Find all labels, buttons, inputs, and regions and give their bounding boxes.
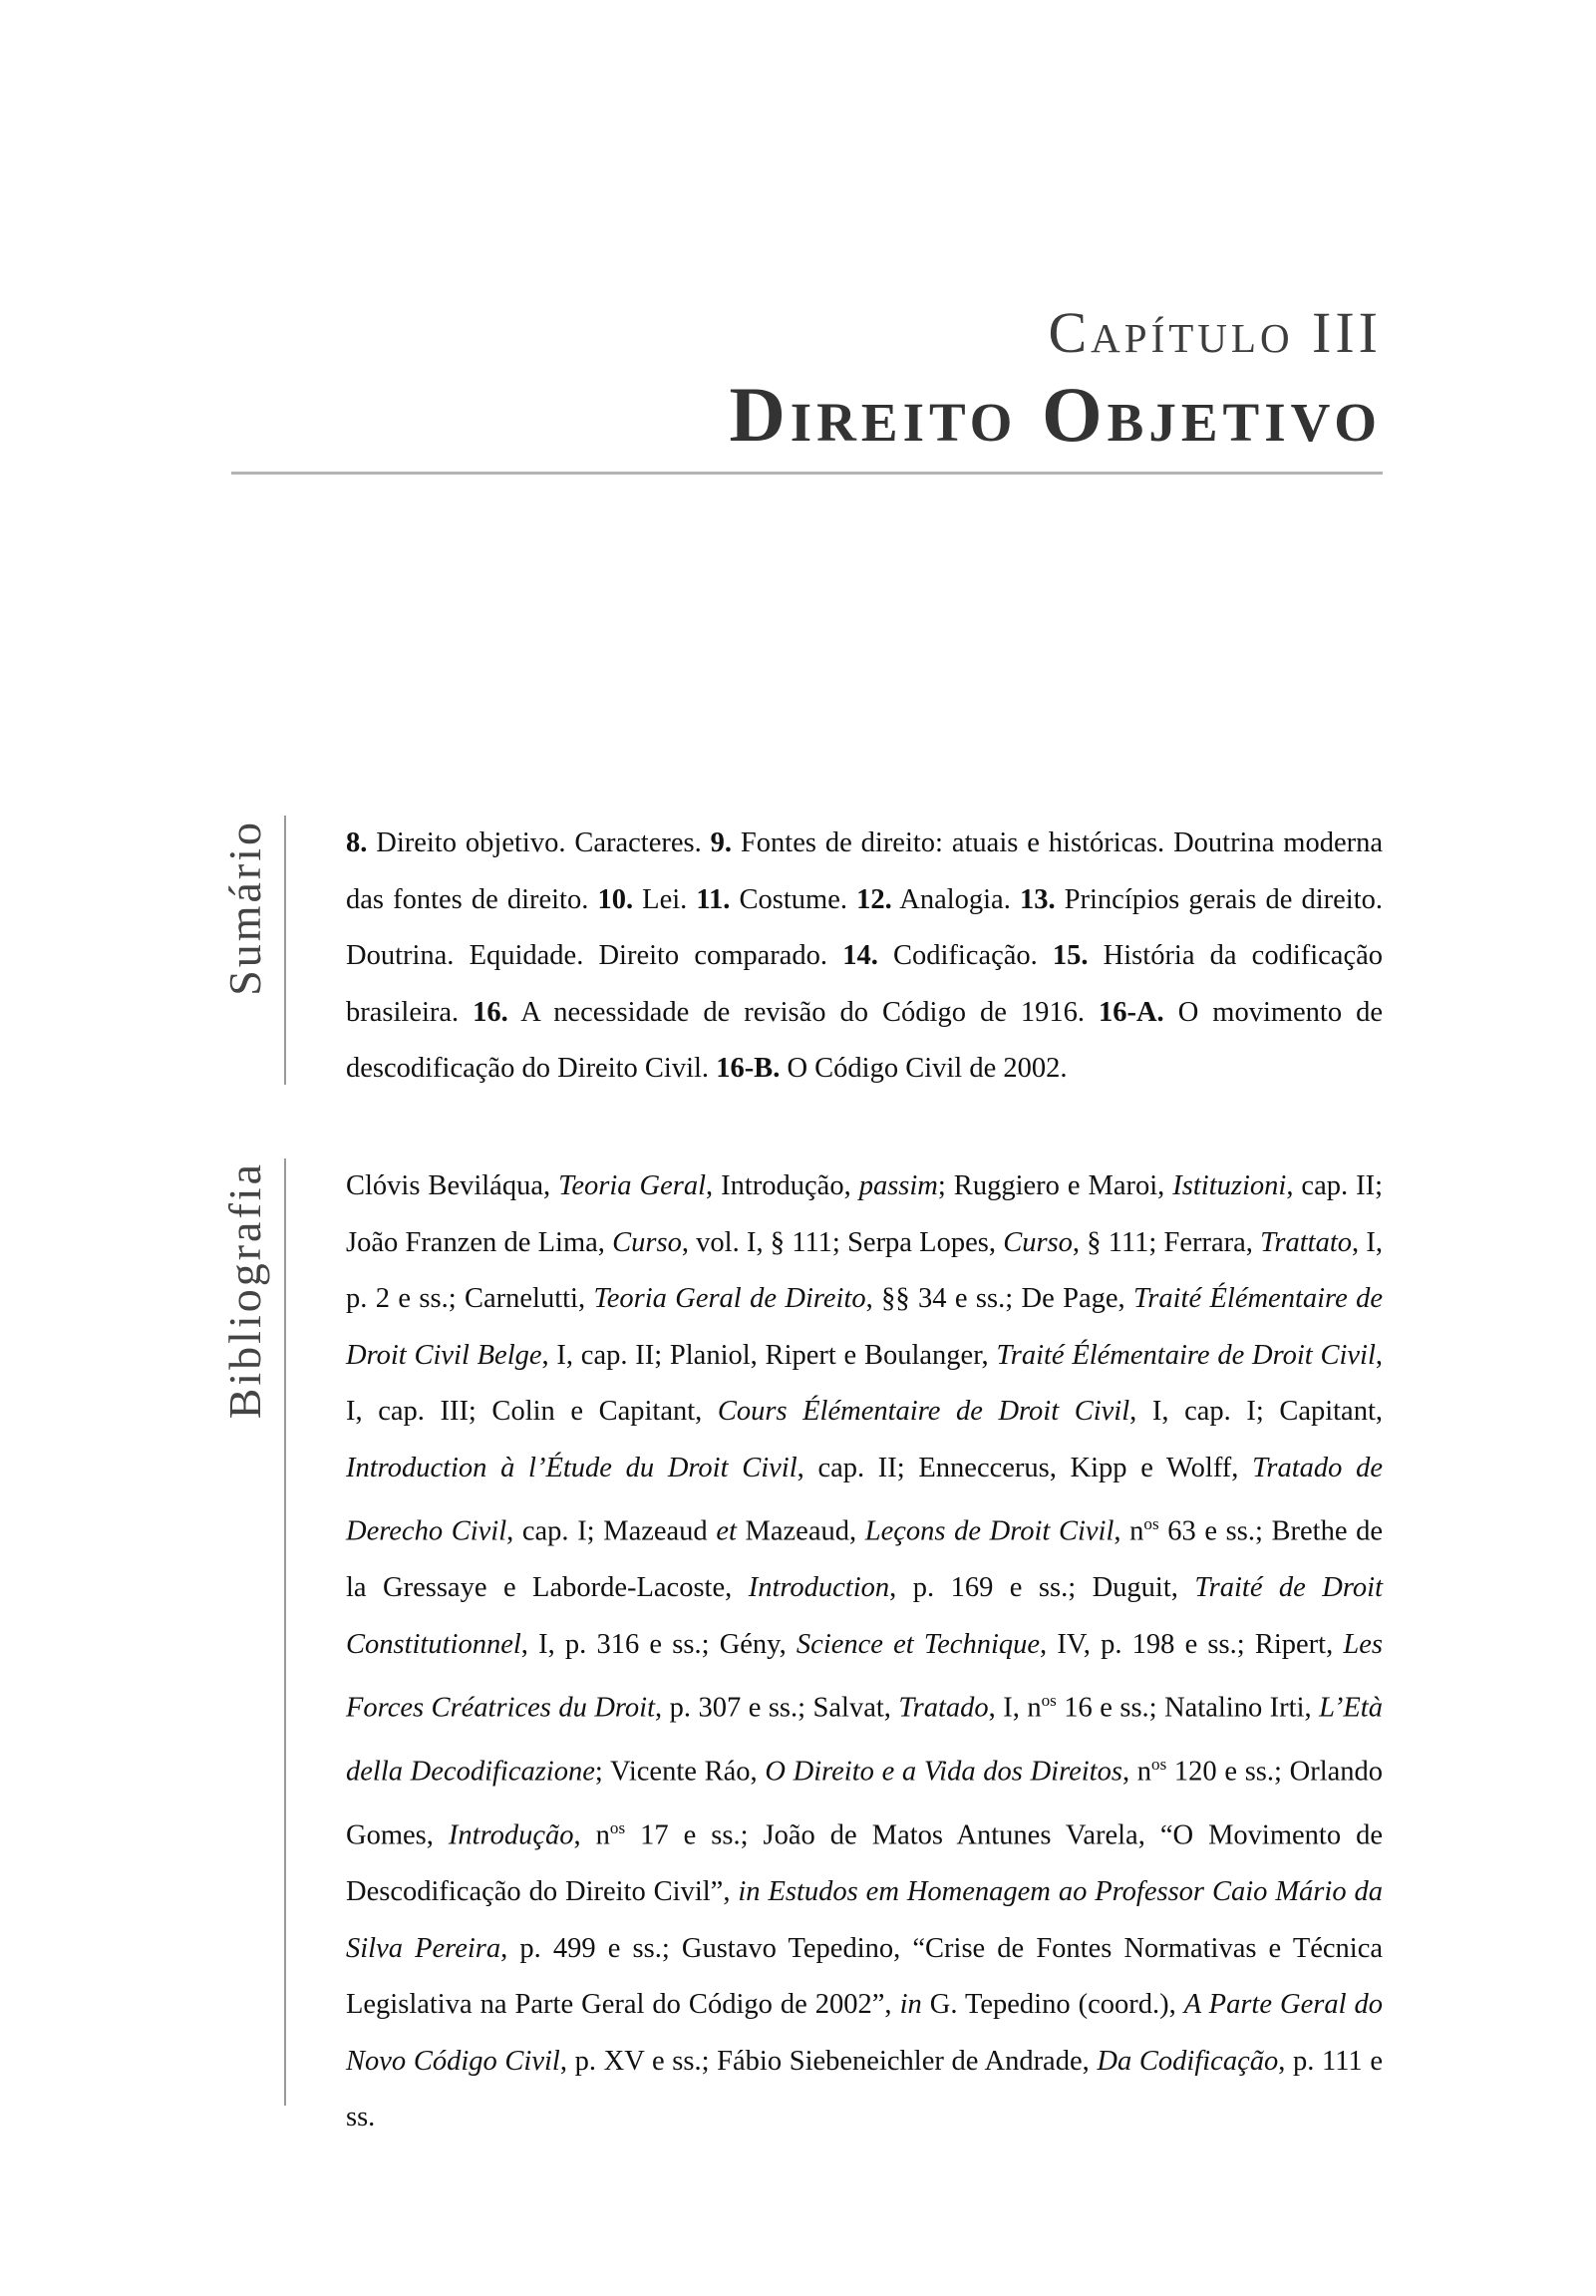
- italic-text: Trattato: [1260, 1226, 1353, 1258]
- text-run: Princípios gerais de direito. Doutrina. Equidade. Direito comparado.: [346, 883, 1383, 971]
- bibliografia-side-label: [204, 1161, 284, 1419]
- text-run: , Introdução,: [706, 1170, 859, 1201]
- text-run: A necessidade de revisão do Código de 1916.: [507, 996, 1099, 1028]
- item-number: 8.: [346, 827, 368, 858]
- sumario-side-label: [204, 820, 284, 996]
- italic-text: Introduction à l’Étude du Droit Civil: [346, 1452, 798, 1483]
- text-run: Fontes de direito: atuais e históricas. Doutrina moderna das fontes de direito.: [346, 827, 1383, 915]
- italic-text: Teoria Geral: [558, 1170, 706, 1201]
- text-run: O movimento de descodificação do Direito Civil.: [346, 996, 1383, 1084]
- sumario-text: [346, 816, 1383, 1098]
- italic-text: O Direito e a Vida dos Direitos: [765, 1756, 1122, 1788]
- text-run: , I, p. 316 e ss.; Gény,: [520, 1628, 797, 1660]
- italic-text: Tratado: [898, 1692, 989, 1724]
- italic-text: A Parte Geral do Novo Código Civil: [346, 1989, 1384, 2077]
- italic-text: Traité Élémentaire de Droit Civil Belge: [346, 1283, 1383, 1371]
- chapter-number: Capítulo III: [1048, 300, 1382, 365]
- text-run: , I, n: [988, 1692, 1042, 1724]
- item-number: 15.: [1052, 940, 1089, 971]
- italic-text: Da Codificação: [1097, 2045, 1279, 2077]
- text-run: , IV, p. 198 e ss.; Ripert,: [1040, 1628, 1344, 1660]
- text-run: 63 e ss.; Brethe de la Gressaye e Laborde-Lacoste,: [346, 1515, 1384, 1603]
- italic-text: passim: [858, 1170, 938, 1201]
- italic-text: in: [899, 1989, 922, 2020]
- text-run: 17 e ss.; João de Matos Antunes Varela, “O Movimento de Descodificação do Direito Civil”,: [346, 1819, 1384, 1907]
- italic-text: Traité de Droit Constitutionnel: [346, 1572, 1383, 1660]
- item-number: 12.: [856, 883, 892, 915]
- text-run: , p. 499 e ss.; Gustavo Tepedino, “Crise de Fontes Normativas e Técnica Legislativa na Parte Geral do Código de 2002”,: [346, 1932, 1383, 2020]
- item-number: 10.: [597, 883, 634, 915]
- bibliografia-label: Bibliografia: [218, 1161, 270, 1420]
- text-run: , §§ 34 e ss.; De Page,: [865, 1283, 1134, 1314]
- italic-text: L’Età della Decodificazione: [346, 1692, 1383, 1788]
- text-run: , vol. I, § 111; Serpa Lopes,: [681, 1226, 1004, 1258]
- superscript: os: [1143, 1514, 1159, 1533]
- text-run: , p. XV e ss.; Fábio Siebeneichler de Andrade,: [559, 2045, 1098, 2077]
- text-run: , p. 169 e ss.; Duguit,: [889, 1572, 1195, 1603]
- text-run: , n: [1114, 1515, 1144, 1547]
- text-run: O Código Civil de 2002.: [780, 1053, 1068, 1084]
- text-run: Lei.: [633, 883, 697, 915]
- text-run: , n: [1121, 1756, 1152, 1788]
- text-run: ; Vicente Ráo,: [594, 1756, 766, 1788]
- chapter-title: Direito Objetivo: [729, 371, 1382, 458]
- text-run: , I, cap. II; Planiol, Ripert e Boulanger,: [541, 1339, 997, 1371]
- italic-text: Leçons de Droit Civil: [864, 1515, 1115, 1547]
- text-run: , I, p. 2 e ss.; Carnelutti,: [346, 1226, 1383, 1314]
- text-run: Costume.: [730, 883, 857, 915]
- text-run: Mazeaud,: [736, 1515, 865, 1547]
- item-number: 13.: [1019, 883, 1056, 915]
- text-run: Clóvis Beviláqua,: [346, 1170, 559, 1201]
- italic-text: Science et Technique: [796, 1628, 1041, 1660]
- italic-text: Traité Élémentaire de Droit Civil: [996, 1339, 1376, 1371]
- text-run: G. Tepedino (coord.),: [921, 1989, 1184, 2020]
- bibliografia-divider-line: [284, 1158, 286, 2106]
- text-run: , cap. I; Mazeaud: [506, 1515, 717, 1547]
- text-run: Analogia.: [891, 883, 1020, 915]
- text-run: , I, cap. III; Colin e Capitant,: [346, 1339, 1383, 1427]
- italic-text: et: [716, 1515, 737, 1547]
- item-number: 11.: [696, 883, 731, 915]
- item-number: 16-B.: [716, 1053, 781, 1084]
- italic-text: Istituzioni: [1172, 1170, 1287, 1201]
- text-run: , I, cap. I; Capitant,: [1129, 1396, 1384, 1427]
- text-run: , p. 111 e ss.: [346, 2045, 1383, 2132]
- text-run: , § 111; Ferrara,: [1072, 1226, 1261, 1258]
- italic-text: Curso: [612, 1226, 682, 1258]
- sumario-divider-line: [284, 816, 286, 1085]
- italic-text: Curso: [1003, 1226, 1073, 1258]
- bibliografia-text: [346, 1158, 1383, 2146]
- italic-text: in Estudos em Homenagem ao Professor Caio Mário da Silva Pereira: [346, 1876, 1383, 1964]
- superscript: os: [1041, 1691, 1057, 1710]
- text-run: , cap. II; Enneccerus, Kipp e Wolff,: [797, 1452, 1253, 1483]
- item-number: 16-A.: [1098, 996, 1164, 1028]
- italic-text: Cours Élémentaire de Droit Civil: [717, 1396, 1130, 1427]
- superscript: os: [1151, 1755, 1167, 1774]
- text-run: História da codificação brasileira.: [346, 940, 1384, 1028]
- item-number: 14.: [842, 940, 878, 971]
- item-number: 16.: [473, 996, 508, 1028]
- sumario-label: Sumário: [218, 820, 270, 996]
- text-run: , n: [573, 1819, 610, 1851]
- text-run: 120 e ss.; Orlando Gomes,: [346, 1756, 1384, 1851]
- chapter-header: [385, 300, 1382, 458]
- text-run: Direito objetivo. Caracteres.: [367, 827, 711, 858]
- superscript: os: [609, 1818, 626, 1837]
- text-run: 16 e ss.; Natalino Irti,: [1056, 1692, 1320, 1724]
- text-run: ; Ruggiero e Maroi,: [937, 1170, 1173, 1201]
- italic-text: Teoria Geral de Direito: [593, 1283, 866, 1314]
- text-run: , cap. II; João Franzen de Lima,: [346, 1170, 1384, 1258]
- text-run: Codificação.: [877, 940, 1053, 971]
- text-run: , p. 307 e ss.; Salvat,: [655, 1692, 899, 1724]
- italic-text: Introdução: [448, 1819, 574, 1851]
- italic-text: Introduction: [748, 1572, 890, 1603]
- header-divider: [231, 472, 1383, 475]
- italic-text: Les Forces Créatrices du Droit: [346, 1628, 1384, 1724]
- item-number: 9.: [710, 827, 733, 858]
- italic-text: Tratado de Derecho Civil: [346, 1452, 1383, 1547]
